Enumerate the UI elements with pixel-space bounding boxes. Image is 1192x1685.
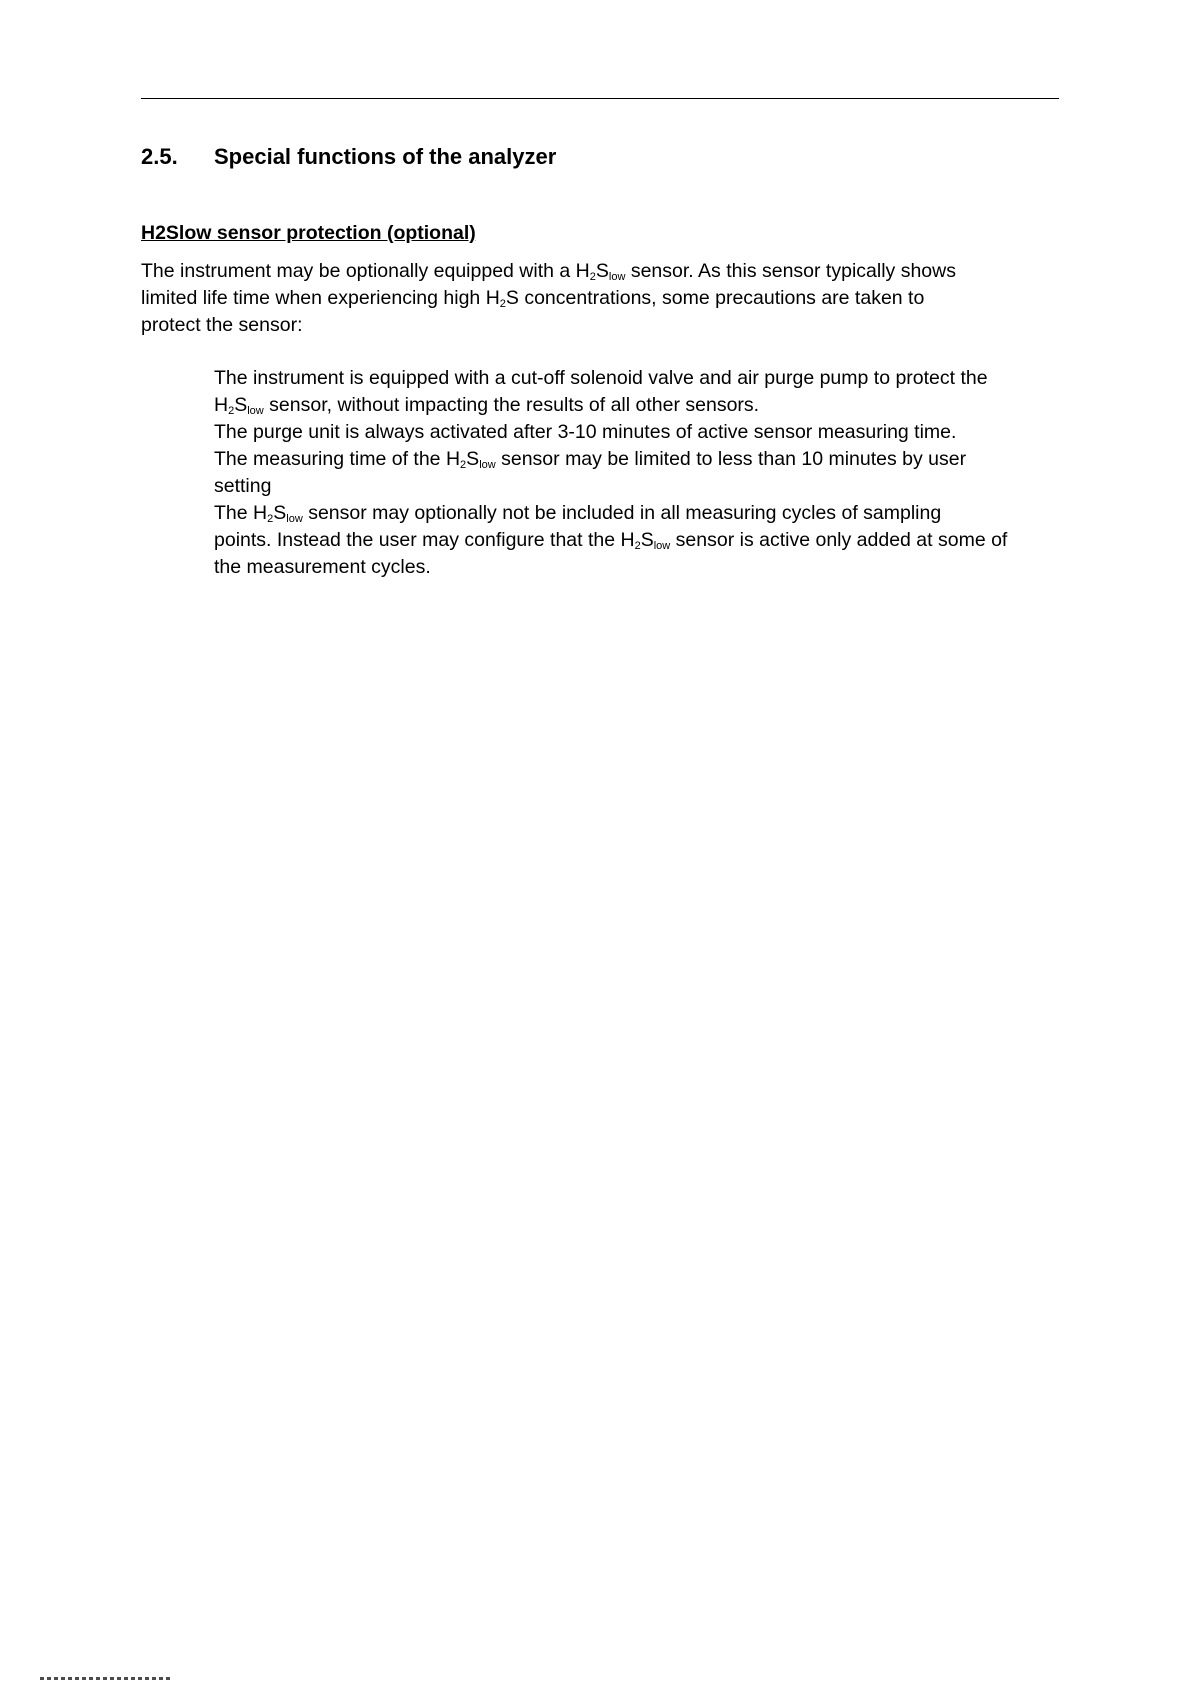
footer-marks (40, 1677, 170, 1680)
protection-list (214, 365, 1064, 581)
list-item (214, 365, 1064, 419)
item-line: the measurement cycles. (214, 556, 431, 578)
item-line (214, 392, 1064, 419)
section-heading (141, 142, 1041, 172)
item-line: setting (214, 475, 272, 497)
intro-line (141, 285, 1061, 312)
item-text: The measuring time of the (214, 448, 446, 470)
intro-text: limited life time when experiencing high (141, 287, 486, 309)
section-number: 2.5. (141, 144, 178, 169)
item-text: sensor may be limited to less than 10 minutes by user (495, 448, 967, 470)
intro-line: protect the sensor: (141, 314, 303, 336)
subsection-heading: H2Slow sensor protection (optional) (141, 222, 476, 244)
chemical-formula: $H_2Slow$ (445, 448, 496, 471)
item-line (214, 527, 1064, 554)
intro-text: The instrument may be optionally equipped with a (141, 260, 576, 282)
chemical-formula: $H_2Slow$ (620, 529, 671, 552)
chemical-formula: $H_2S$ (485, 287, 519, 310)
intro-text: sensor. As this sensor typically shows (625, 260, 956, 282)
item-text: The (214, 502, 254, 524)
chemical-formula: $H_2Slow$ (253, 502, 303, 525)
item-line: The instrument is equipped with a cut-off solenoid valve and air purge pump to protect the (214, 367, 988, 389)
intro-line (141, 258, 1061, 285)
item-text: sensor may optionally not be included in all measuring cycles of sampling (302, 502, 942, 524)
section-title: Special functions of the analyzer (214, 144, 557, 169)
item-text: sensor, without impacting the results of all other sensors. (263, 394, 760, 416)
intro-text: concentrations, some precautions are taken to (518, 287, 925, 309)
list-item (214, 446, 1064, 500)
item-text: sensor is active only added at some of (670, 529, 1008, 551)
header-rule (141, 98, 1059, 99)
item-line: The purge unit is always activated after 3-10 minutes of active sensor measuring time. (214, 421, 957, 443)
chemical-formula: $H_2Slow$ (575, 260, 626, 283)
item-text: points. Instead the user may configure that the (214, 529, 621, 551)
chemical-formula: $H_2Slow$ (214, 394, 264, 417)
list-item (214, 419, 1064, 446)
item-line (214, 446, 1064, 473)
list-item (214, 500, 1064, 581)
intro-paragraph (141, 258, 1061, 339)
item-line (214, 500, 1064, 527)
